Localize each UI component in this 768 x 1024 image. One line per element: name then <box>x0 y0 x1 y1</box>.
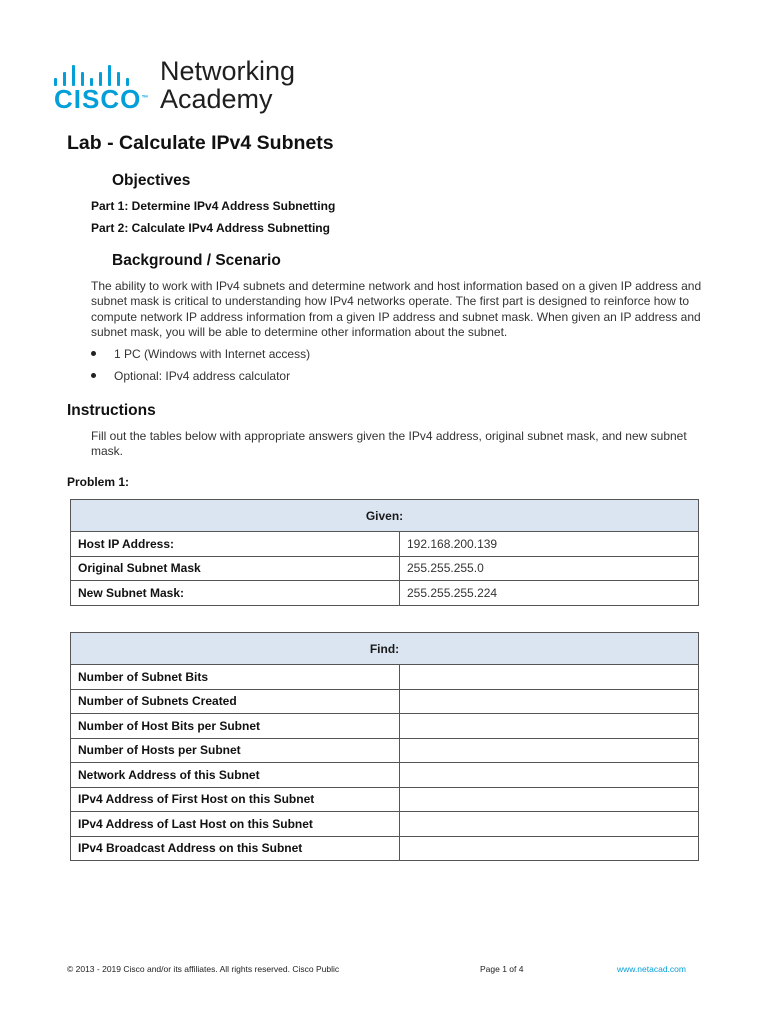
footer-netacad-link[interactable]: www.netacad.com <box>617 964 686 974</box>
given-value: 255.255.255.224 <box>400 581 699 606</box>
table-header-row <box>71 633 699 665</box>
given-header: Given: <box>71 500 699 532</box>
footer-page-number: Page 1 of 4 <box>480 964 524 974</box>
table-row <box>71 689 699 714</box>
footer-copyright: © 2013 - 2019 Cisco and/or its affiliates. All rights reserved. Cisco Public <box>67 964 340 974</box>
objective-part-2: Part 2: Calculate IPv4 Address Subnetting <box>91 221 330 235</box>
find-label: Number of Subnets Created <box>71 689 400 714</box>
instructions-heading: Instructions <box>67 402 156 419</box>
given-value: 192.168.200.139 <box>400 532 699 557</box>
table-row <box>71 581 699 606</box>
table-row <box>71 836 699 861</box>
find-label: Number of Hosts per Subnet <box>71 738 400 763</box>
table-row <box>71 665 699 690</box>
given-label: Original Subnet Mask <box>71 556 400 581</box>
lab-title: Lab - Calculate IPv4 Subnets <box>67 132 334 154</box>
table-row <box>71 787 699 812</box>
bullet-icon <box>91 373 96 378</box>
given-label: Host IP Address: <box>71 532 400 557</box>
find-answer-cell[interactable] <box>400 738 699 763</box>
problem-label: Problem 1: <box>67 475 130 489</box>
find-header: Find: <box>71 633 699 665</box>
find-answer-cell[interactable] <box>400 714 699 739</box>
table-row <box>71 556 699 581</box>
table-row <box>71 714 699 739</box>
find-answer-cell[interactable] <box>400 689 699 714</box>
cisco-wordmark: CISCO™ <box>54 84 149 114</box>
given-value: 255.255.255.0 <box>400 556 699 581</box>
table-row <box>71 532 699 557</box>
find-label: Number of Host Bits per Subnet <box>71 714 400 739</box>
find-table <box>70 632 699 861</box>
find-answer-cell[interactable] <box>400 836 699 861</box>
background-heading: Background / Scenario <box>112 252 281 269</box>
logo-networking-text: Networking <box>160 56 296 86</box>
given-label: New Subnet Mask: <box>71 581 400 606</box>
find-label: Network Address of this Subnet <box>71 763 400 788</box>
given-table <box>70 499 699 606</box>
cisco-networking-academy-logo <box>52 58 312 118</box>
logo-academy-text: Academy <box>160 84 273 114</box>
find-label: IPv4 Broadcast Address on this Subnet <box>71 836 400 861</box>
find-answer-cell[interactable] <box>400 812 699 837</box>
table-header-row <box>71 500 699 532</box>
find-answer-cell[interactable] <box>400 665 699 690</box>
instructions-paragraph: Fill out the tables below with appropriate answers given the IPv4 address, original subnet mask, and new subnet mask. <box>91 429 687 459</box>
table-row <box>71 812 699 837</box>
find-answer-cell[interactable] <box>400 787 699 812</box>
find-label: Number of Subnet Bits <box>71 665 400 690</box>
table-row <box>71 763 699 788</box>
cisco-bridge-logo-icon <box>54 60 144 86</box>
find-label: IPv4 Address of First Host on this Subnet <box>71 787 400 812</box>
resource-item: Optional: IPv4 address calculator <box>91 369 290 383</box>
bullet-icon <box>91 351 96 356</box>
objective-part-1: Part 1: Determine IPv4 Address Subnetting <box>91 199 336 213</box>
find-label: IPv4 Address of Last Host on this Subnet <box>71 812 400 837</box>
table-row <box>71 738 699 763</box>
objectives-heading: Objectives <box>112 172 191 189</box>
resource-item: 1 PC (Windows with Internet access) <box>91 347 310 361</box>
background-paragraph: The ability to work with IPv4 subnets and determine network and host information based on a given IP address and subnet mask is critical to understanding how IPv4 networks operate. The first part is designed to reinforce how to compute network IP address information from a given IP address and subnet mask. When given an IP address and subnet mask, you will be able to determine other information about the subnet. <box>91 279 702 339</box>
find-answer-cell[interactable] <box>400 763 699 788</box>
